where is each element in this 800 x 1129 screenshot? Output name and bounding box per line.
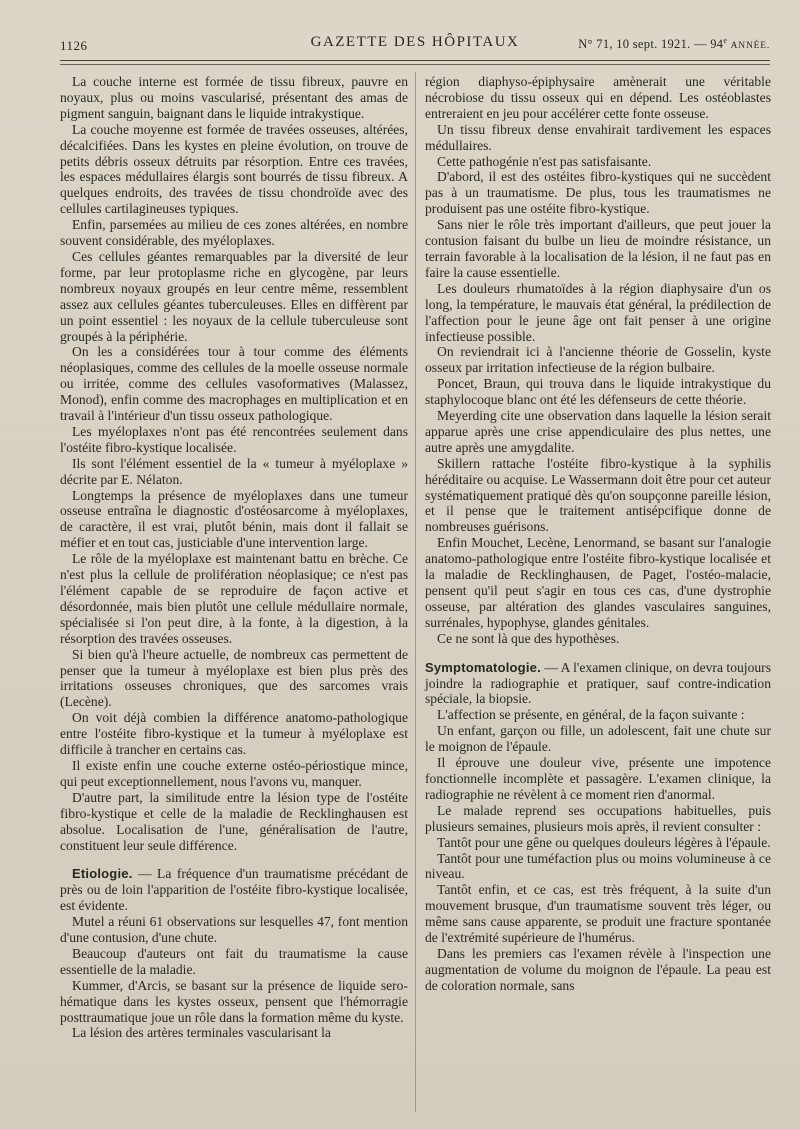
paragraph: Meyerding cite une observation dans laquelle la lésion serait apparue après une crise appendiculaire des plus nettes, une autre après une amygdalite.: [425, 408, 771, 455]
column-divider: [415, 72, 416, 1112]
issue-ordinal-suffix: e: [723, 36, 728, 45]
paragraph: Dans les premiers cas l'examen révèle à l'inspection une augmentation de volume du moignon de l'épaule. La peau est de coloration normale, sans: [425, 945, 771, 993]
paragraph: Un tissu fibreux dense envahirait tardivement les espaces médullaires.: [425, 121, 771, 153]
paragraph: Les douleurs rhumatoïdes à la région diaphysaire d'un os long, la température, le mauvais état général, la prédilection de l'affection pour le jeune âge ont fait penser à une origine infectieuse possible.: [425, 280, 771, 344]
paragraph: Il existe enfin une couche externe ostéo-périostique mince, qui peut exceptionnellement, nous l'avons vu, manquer.: [60, 757, 408, 789]
paragraph: L'affection se présente, en général, de la façon suivante :: [437, 707, 745, 723]
paragraph: On reviendrait ici à l'ancienne théorie de Gosselin, kyste osseux par irritation infectieuse de la région bulbaire.: [425, 344, 771, 376]
paragraph: Ce ne sont là que des hypothèses.: [437, 630, 620, 646]
paragraph: Enfin, parsemées au milieu de ces zones altérées, en nombre souvent considérable, des myéloplaxes.: [60, 217, 408, 249]
paragraph: La lésion des artères terminales vascularisant la: [72, 1025, 331, 1041]
etiology-paragraph: [60, 866, 408, 914]
issue-annee: ANNÉE.: [730, 41, 770, 52]
header-rule: [60, 60, 770, 61]
paragraph: Cette pathogénie n'est pas satisfaisante.: [437, 153, 652, 169]
paragraph: Enfin Mouchet, Lecène, Lenormand, se basant sur l'analogie anatomo-pathologique entre l'ostéite fibro-kystique localisée et la maladie de Recklinghausen, de Paget, l'ostéo-malacie, pensent qu'il peut s'agir en tous ces cas, d'une dystrophie osseuse, par altération des glandes vasculaires sanguines, surrénales, hypophyse, glandes génitales.: [425, 535, 771, 630]
right-column: [425, 74, 771, 994]
paragraph: D'abord, il est des ostéites fibro-kystiques qui ne succèdent pas à un traumatisme. De plus, tous les traumatismes ne produisent pas une ostéite fibro-kystique.: [425, 169, 771, 217]
paragraph: Si bien qu'à l'heure actuelle, de nombreux cas permettent de penser que la tumeur à myéloplaxe est bien plus près des irritations osseuses chroniques, que des sarcomes vrais (Lecène).: [60, 646, 408, 710]
header-rule-thin: [60, 64, 770, 65]
paragraph: La couche moyenne est formée de travées osseuses, altérées, décalcifiées. Dans les kystes en pleine évolution, on trouve de petits débris osseux détruits par résorption. Entre ces travées, les espaces médullaires élargis sont bourrés de tissu fibreux. A quelques endroits, des travées de tissu chondroïde avec des cellules cartilagineuses typiques.: [60, 121, 408, 217]
paragraph: Sans nier le rôle très important d'ailleurs, que peut jouer la contusion faisant du bulbe un lieu de moindre résistance, un terrain favorable à la localisation de la lésion, il ne faut pas en faire la cause essentielle.: [425, 217, 771, 280]
journal-title: GAZETTE DES HÔPITAUX: [310, 34, 520, 50]
paragraph: Skillern rattache l'ostéite fibro-kystique à la syphilis héréditaire ou acquise. Le Wassermann doit être pour cet auteur systématiquement pratiqué dès qu'on soupçonne pareille lésion, et il pense que le traitement antisépcifique donne de nombreuses guérisons.: [425, 455, 771, 535]
paragraph: On voit déjà combien la différence anatomo-pathologique entre l'ostéite fibro-kystique et la tumeur à myéloplaxe est difficile à trancher en certains cas.: [60, 710, 408, 758]
issue-number-date: N° 71, 10 sept. 1921. — 94: [578, 37, 724, 52]
section-heading-symptomatologie: Symptomatologie.: [425, 659, 541, 675]
paragraph: Mutel a réuni 61 observations sur lesquelles 47, font mention d'une contusion, d'une chute.: [60, 914, 408, 946]
symptomatology-paragraph: [425, 660, 771, 708]
paragraph: Tantôt enfin, et ce cas, est très fréquent, à la suite d'un mouvement brusque, d'un traumatisme souvent très léger, ou même sans cause apparente, se produit une fracture spontanée de l'extrémité supérieure de l'humérus.: [425, 882, 771, 946]
paragraph: Les myéloplaxes n'ont pas été rencontrées seulement dans l'ostéite fibro-kystique localisée.: [60, 423, 408, 455]
paragraph: région diaphyso-épiphysaire amènerait une véritable nécrobiose du tissu osseux qui en dépend. Les ostéoblastes entreraient en jeu pour accélérer cette fonte osseuse.: [425, 74, 771, 121]
issue-info: [578, 36, 770, 52]
paragraph: Tantôt pour une tuméfaction plus ou moins volumineuse à ce niveau.: [425, 850, 771, 882]
page-number: 1126: [60, 38, 88, 53]
paragraph: On les a considérées tour à tour comme des éléments néoplasiques, comme des cellules de la moelle osseuse normale ou irritée, comme des cellules vasoformatives (Malassez, Monod), enfin comme des macrophages en multiplication et en travail à l'intérieur d'un tissu osseux pathologique.: [60, 344, 408, 424]
paragraph: Poncet, Braun, qui trouva dans le liquide intrakystique du staphylocoque blanc ont été les défenseurs de cette théorie.: [425, 376, 771, 408]
paragraph: Beaucoup d'auteurs ont fait du traumatisme la cause essentielle de la maladie.: [60, 945, 408, 977]
section-heading-etiologie: Etiologie.: [72, 866, 133, 882]
symptom-lead-text: — A l'examen clinique, on devra toujours joindre la radiographie et pratiquer, sauf contre-indication spéciale, la biopsie.: [425, 659, 771, 707]
paragraph: Tantôt pour une gêne ou quelques douleurs légères à l'épaule.: [437, 834, 771, 850]
left-column: [60, 74, 408, 1041]
paragraph: D'autre part, la similitude entre la lésion type de l'ostéite fibro-kystique et celle de la maladie de Recklinghausen est absolue. Localisation de l'une, généralisation de l'autre, constituent leur seule différence.: [60, 789, 408, 853]
paragraph: Kummer, d'Arcis, se basant sur la présence de liquide sero-hématique dans les kystes osseux, pensent que l'hémorragie posttraumatique joue un rôle dans la formation même du kyste.: [60, 977, 408, 1025]
paragraph: Longtemps la présence de myéloplaxes dans une tumeur osseuse entraîna le diagnostic d'ostéosarcome à myéloplaxes, de caractère, il est vrai, plutôt bénin, mais dont il fallait se méfier et en tout cas, justiciable d'une intervention large.: [60, 487, 408, 551]
paragraph: Ils sont l'élément essentiel de la « tumeur à myéloplaxe » décrite par E. Nélaton.: [60, 455, 408, 487]
paragraph: Ces cellules géantes remarquables par la diversité de leur forme, par leur protoplasme riche en glycogène, par leurs nombreux noyaux groupés en leur centre même, ressemblent assez aux cellules géantes tuberculeuses. Elles en diffèrent par un point essentiel : les noyaux de la cellule tuberculeuse sont groupés à la périphérie.: [60, 248, 408, 344]
paragraph: Le rôle de la myéloplaxe est maintenant battu en brèche. Ce n'est plus la cellule de prolifération néoplasique; ce n'est pas l'élément capable de se reproduire de façon active et désordonnée, mais bien plutôt une cellule médullaire normale, spécialisée si l'on peut dire, à la fonte, à la digestion, à la résorption des travées osseuses.: [60, 551, 408, 646]
paragraph: Il éprouve une douleur vive, présente une impotence fonctionnelle incomplète et passagère. L'examen clinique, la radiographie ne révèlent à ce moment rien d'anormal.: [425, 755, 771, 802]
paragraph: Le malade reprend ses occupations habituelles, puis plusieurs semaines, plusieurs mois après, il revient consulter :: [425, 802, 771, 834]
etiology-lead-text: — La fréquence d'un traumatisme précédant de près ou de loin l'apparition de l'ostéite fibro-kystique localisée, est évidente.: [60, 866, 408, 914]
page-header: [60, 34, 770, 58]
paragraph: La couche interne est formée de tissu fibreux, pauvre en noyaux, plus ou moins vascularisé, présentant des amas de pigment sanguin, baignant dans le liquide intrakystique.: [60, 74, 408, 121]
paragraph: Un enfant, garçon ou fille, un adolescent, fait une chute sur le moignon de l'épaule.: [425, 723, 771, 755]
